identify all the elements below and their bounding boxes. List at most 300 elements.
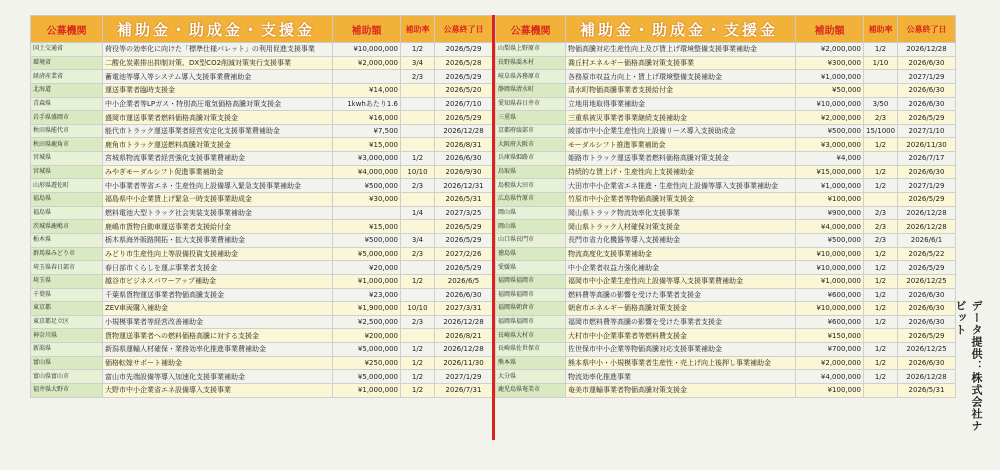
table-row <box>31 315 493 329</box>
program-cell: 綾部市中小企業生産性向上設備リース導入支援助成金 <box>566 124 796 138</box>
org-cell: 青森県 <box>31 97 103 111</box>
header-amount: 補助額 <box>333 16 401 43</box>
table-row <box>31 165 493 179</box>
deadline-cell: 2026/6/30 <box>898 302 956 316</box>
program-cell: 価格転嫁サポート補助金 <box>103 356 333 370</box>
rate-cell: 2/3 <box>864 220 898 234</box>
deadline-cell: 2026/12/31 <box>435 179 493 193</box>
rate-cell: 1/2 <box>864 274 898 288</box>
rate-cell <box>401 288 435 302</box>
org-cell: 神奈川県 <box>31 329 103 343</box>
table-row <box>496 165 956 179</box>
program-cell: 岡山県トラック物流効率化支援事業 <box>566 206 796 220</box>
deadline-cell: 2026/6/30 <box>898 315 956 329</box>
org-cell: 環境省 <box>31 56 103 70</box>
program-cell: みどり市生産性向上等設備投資支援補助金 <box>103 247 333 261</box>
rate-cell <box>864 193 898 207</box>
amount-cell: ¥5,000,000 <box>333 370 401 384</box>
rate-cell: 1/2 <box>864 165 898 179</box>
org-cell: 宮城県 <box>31 165 103 179</box>
table-row <box>496 56 956 70</box>
rate-cell: 1/2 <box>864 288 898 302</box>
amount-cell: ¥1,000,000 <box>796 70 864 84</box>
deadline-cell: 2026/6/30 <box>898 288 956 302</box>
amount-cell: 1kwhあたり1.6 <box>333 97 401 111</box>
amount-cell: ¥1,000,000 <box>796 179 864 193</box>
rate-cell <box>864 384 898 398</box>
deadline-cell: 2026/5/29 <box>435 43 493 57</box>
org-cell: 宮城県 <box>31 152 103 166</box>
program-cell: 持続的な賃上げ・生産性向上支援補助金 <box>566 165 796 179</box>
amount-cell: ¥300,000 <box>796 56 864 70</box>
deadline-cell: 2026/11/30 <box>435 356 493 370</box>
amount-cell: ¥5,000,000 <box>333 247 401 261</box>
amount-cell: ¥2,000,000 <box>796 111 864 125</box>
rate-cell: 1/2 <box>864 302 898 316</box>
program-cell: 蓄電池等導入等システム導入支援事業費補助金 <box>103 70 333 84</box>
amount-cell: ¥500,000 <box>333 233 401 247</box>
rate-cell <box>401 97 435 111</box>
deadline-cell: 2026/5/31 <box>898 384 956 398</box>
program-cell: 千葉県貨物運送事業者物価高騰支援金 <box>103 288 333 302</box>
rate-cell: 3/4 <box>401 233 435 247</box>
amount-cell: ¥2,000,000 <box>333 56 401 70</box>
amount-cell: ¥4,000,000 <box>796 220 864 234</box>
org-cell: 秋田県鹿角市 <box>31 138 103 152</box>
rate-cell <box>864 152 898 166</box>
table-row <box>496 97 956 111</box>
deadline-cell: 2026/12/28 <box>898 370 956 384</box>
org-cell: 静岡県清水町 <box>496 83 566 97</box>
deadline-cell: 2026/7/31 <box>435 384 493 398</box>
rate-cell: 1/2 <box>401 343 435 357</box>
rate-cell: 2/3 <box>401 179 435 193</box>
org-cell: 栃木県 <box>31 233 103 247</box>
deadline-cell: 2026/6/30 <box>435 288 493 302</box>
program-cell: 宮城県物流事業者経営強化支援事業費補助金 <box>103 152 333 166</box>
org-cell: 岡山県 <box>496 220 566 234</box>
table-row <box>496 356 956 370</box>
amount-cell: ¥16,000 <box>333 111 401 125</box>
amount-cell: ¥7,500 <box>333 124 401 138</box>
amount-cell: ¥1,000,000 <box>333 384 401 398</box>
rate-cell: 1/2 <box>864 356 898 370</box>
amount-cell <box>333 70 401 84</box>
table-row <box>496 274 956 288</box>
org-cell: 熊本県 <box>496 356 566 370</box>
amount-cell: ¥50,000 <box>796 83 864 97</box>
amount-cell: ¥3,000,000 <box>333 152 401 166</box>
program-cell: 燃料電池大型トラック社会実装支援事業補助金 <box>103 206 333 220</box>
amount-cell: ¥4,000,000 <box>796 370 864 384</box>
org-cell: 東京都 <box>31 302 103 316</box>
table-row <box>31 206 493 220</box>
amount-cell: ¥4,000,000 <box>333 165 401 179</box>
table-row <box>496 343 956 357</box>
org-cell: 埼玉県春日部市 <box>31 261 103 275</box>
org-cell: 鳥取県 <box>496 165 566 179</box>
table-row <box>31 111 493 125</box>
rate-cell <box>401 193 435 207</box>
table-row <box>496 43 956 57</box>
rate-cell: 2/3 <box>401 70 435 84</box>
rate-cell: 1/2 <box>401 43 435 57</box>
rate-cell: 1/2 <box>401 152 435 166</box>
rate-cell: 1/2 <box>401 384 435 398</box>
deadline-cell: 2026/6/30 <box>898 97 956 111</box>
program-cell: 鹿嶋市貨物自動車運送事業者支援給付金 <box>103 220 333 234</box>
deadline-cell: 2026/5/29 <box>435 70 493 84</box>
org-cell: 国土交通省 <box>31 43 103 57</box>
header-amount: 補助額 <box>796 16 864 43</box>
deadline-cell: 2026/12/28 <box>898 220 956 234</box>
org-cell: 福島県 <box>31 193 103 207</box>
table-row <box>31 193 493 207</box>
deadline-cell: 2027/1/29 <box>898 179 956 193</box>
header-org: 公募機関 <box>31 16 103 43</box>
program-cell: 物流効率化推進事業 <box>566 370 796 384</box>
amount-cell: ¥15,000 <box>333 220 401 234</box>
table-row <box>496 220 956 234</box>
deadline-cell: 2027/1/10 <box>898 124 956 138</box>
org-cell: 東京都足立区 <box>31 315 103 329</box>
rate-cell: 2/3 <box>864 233 898 247</box>
program-cell: 中小企業者等LPガス・特別高圧電気価格高騰対策支援金 <box>103 97 333 111</box>
amount-cell: ¥10,000,000 <box>796 261 864 275</box>
rate-cell <box>864 329 898 343</box>
program-cell: 中小事業者等省エネ・生産性向上設備導入緊急支援事業補助金 <box>103 179 333 193</box>
org-cell: 兵庫県姫路市 <box>496 152 566 166</box>
org-cell: 広島県竹原市 <box>496 193 566 207</box>
table-row <box>31 179 493 193</box>
program-cell: 福岡市中小企業生産性向上設備等導入支援事業費補助金 <box>566 274 796 288</box>
rate-cell: 1/2 <box>864 315 898 329</box>
rate-cell: 2/3 <box>401 315 435 329</box>
amount-cell: ¥700,000 <box>796 343 864 357</box>
table-row <box>31 274 493 288</box>
subsidy-table-left <box>30 15 493 398</box>
table-row <box>496 111 956 125</box>
org-cell: 福岡県福岡市 <box>496 274 566 288</box>
table-row <box>496 83 956 97</box>
program-cell: 大野市中小企業省エネ設備導入支援事業 <box>103 384 333 398</box>
table-row <box>31 152 493 166</box>
amount-cell: ¥100,000 <box>796 193 864 207</box>
rate-cell: 1/2 <box>401 370 435 384</box>
rate-cell: 2/3 <box>864 111 898 125</box>
program-cell: 佐世保市中小企業等物価高騰対応支援事業補助金 <box>566 343 796 357</box>
table-row <box>496 138 956 152</box>
header-deadline: 公募終了日 <box>898 16 956 43</box>
deadline-cell: 2026/5/29 <box>898 193 956 207</box>
org-cell: 山口県長門市 <box>496 233 566 247</box>
table-row <box>31 233 493 247</box>
table-row <box>496 247 956 261</box>
table-row <box>496 370 956 384</box>
table-row <box>31 83 493 97</box>
deadline-cell: 2026/12/28 <box>435 343 493 357</box>
deadline-cell: 2027/2/26 <box>435 247 493 261</box>
deadline-cell: 2026/11/30 <box>898 138 956 152</box>
table-row <box>31 247 493 261</box>
rate-cell: 10/10 <box>401 302 435 316</box>
table-row <box>496 233 956 247</box>
amount-cell <box>333 206 401 220</box>
table-row <box>496 384 956 398</box>
subsidy-listing <box>30 15 955 440</box>
program-cell: 燃料費等高騰の影響を受けた事業者支援金 <box>566 288 796 302</box>
table-row <box>31 138 493 152</box>
org-cell: 福井県大野市 <box>31 384 103 398</box>
deadline-cell: 2026/6/5 <box>435 274 493 288</box>
table-row <box>496 315 956 329</box>
org-cell: 福島県 <box>31 206 103 220</box>
table-row <box>31 343 493 357</box>
subsidy-table-right <box>495 15 956 398</box>
deadline-cell: 2026/6/1 <box>898 233 956 247</box>
program-cell: 盛岡市運送事業者燃料価格高騰対策支援金 <box>103 111 333 125</box>
program-cell: 岡山県トラック人材確保対策支援金 <box>566 220 796 234</box>
org-cell: 茨城県鹿嶋市 <box>31 220 103 234</box>
org-cell: 大分県 <box>496 370 566 384</box>
table-row <box>496 288 956 302</box>
amount-cell: ¥2,000,000 <box>796 43 864 57</box>
rate-cell: 1/2 <box>864 247 898 261</box>
amount-cell: ¥1,000,000 <box>796 274 864 288</box>
rate-cell: 1/2 <box>864 261 898 275</box>
org-cell: 富山県富山市 <box>31 370 103 384</box>
org-cell: 長野県喬木村 <box>496 56 566 70</box>
table-row <box>31 124 493 138</box>
amount-cell: ¥500,000 <box>796 233 864 247</box>
deadline-cell: 2026/12/28 <box>898 206 956 220</box>
amount-cell: ¥23,000 <box>333 288 401 302</box>
program-cell: 熊本県中小・小規模事業者生産性・売上げ向上後押し事業補助金 <box>566 356 796 370</box>
deadline-cell: 2027/3/25 <box>435 206 493 220</box>
program-cell: 福岡市燃料費等高騰の影響を受けた事業者支援金 <box>566 315 796 329</box>
program-cell: 能代市トラック運送事業者経営安定化支援事業費補助金 <box>103 124 333 138</box>
table-row <box>31 384 493 398</box>
amount-cell: ¥20,000 <box>333 261 401 275</box>
program-cell: ZEV車両購入補助金 <box>103 302 333 316</box>
amount-cell: ¥4,000 <box>796 152 864 166</box>
deadline-cell: 2027/1/29 <box>898 70 956 84</box>
table-row <box>31 220 493 234</box>
org-cell: 三重県 <box>496 111 566 125</box>
program-cell: 奄美市運輸事業者物価高騰対策支援金 <box>566 384 796 398</box>
program-cell: 各務原市収益力向上・賃上げ環境整備支援補助金 <box>566 70 796 84</box>
table-row <box>496 152 956 166</box>
deadline-cell: 2026/6/30 <box>898 165 956 179</box>
amount-cell: ¥200,000 <box>333 329 401 343</box>
org-cell: 山梨県上野原市 <box>496 43 566 57</box>
org-cell: 山形県遊佐町 <box>31 179 103 193</box>
program-cell: 鹿角市トラック運送燃料高騰対策支援金 <box>103 138 333 152</box>
deadline-cell: 2026/5/29 <box>898 111 956 125</box>
program-cell: 清水町物価高騰事業者支援給付金 <box>566 83 796 97</box>
amount-cell: ¥10,000,000 <box>333 43 401 57</box>
program-cell: 喬丘村エネルギー価格高騰対策支援事業 <box>566 56 796 70</box>
rate-cell: 1/2 <box>864 370 898 384</box>
org-cell: 福岡県福岡市 <box>496 288 566 302</box>
table-row <box>496 70 956 84</box>
rate-cell: 1/2 <box>401 356 435 370</box>
program-cell: 中小企業者収益力強化補助金 <box>566 261 796 275</box>
program-cell: 朝倉市エネルギー価格高騰対策支援金 <box>566 302 796 316</box>
program-cell: 大村市中小企業事業者等燃料費支援金 <box>566 329 796 343</box>
amount-cell: ¥10,000,000 <box>796 247 864 261</box>
program-cell: みやぎモーダルシフト促進事業補助金 <box>103 165 333 179</box>
program-cell: 越谷市ビジネスパワーアップ補助金 <box>103 274 333 288</box>
rate-cell <box>864 70 898 84</box>
header-row <box>496 16 956 43</box>
table-row <box>31 43 493 57</box>
program-cell: 大田市中小企業省エネ推進・生産性向上設備等導入支援事業補助金 <box>566 179 796 193</box>
program-cell: 物流高度化支援事業補助金 <box>566 247 796 261</box>
rate-cell: 3/50 <box>864 97 898 111</box>
deadline-cell: 2026/8/21 <box>435 329 493 343</box>
amount-cell: ¥10,000,000 <box>796 97 864 111</box>
amount-cell: ¥3,000,000 <box>796 138 864 152</box>
table-row <box>31 56 493 70</box>
amount-cell: ¥250,000 <box>333 356 401 370</box>
program-cell: 立地用地取得事業補助金 <box>566 97 796 111</box>
rate-cell: 3/4 <box>401 56 435 70</box>
table-row <box>31 70 493 84</box>
rate-cell: 1/10 <box>864 56 898 70</box>
program-cell: モーダルシフト推進事業補助金 <box>566 138 796 152</box>
deadline-cell: 2026/12/28 <box>435 124 493 138</box>
amount-cell: ¥15,000 <box>333 138 401 152</box>
org-cell: 徳島県 <box>496 247 566 261</box>
deadline-cell: 2026/5/29 <box>435 111 493 125</box>
rate-cell <box>864 83 898 97</box>
deadline-cell: 2026/6/30 <box>898 83 956 97</box>
rate-cell <box>401 329 435 343</box>
rate-cell: 1/2 <box>401 274 435 288</box>
header-org: 公募機関 <box>496 16 566 43</box>
program-cell: 小規模事業者等経営改善補助金 <box>103 315 333 329</box>
org-cell: 福岡県福岡市 <box>496 315 566 329</box>
deadline-cell: 2026/5/28 <box>435 56 493 70</box>
deadline-cell: 2026/7/10 <box>435 97 493 111</box>
program-cell: 三重県被災事業者事業継続支援補助金 <box>566 111 796 125</box>
org-cell: 千葉県 <box>31 288 103 302</box>
header-deadline: 公募終了日 <box>435 16 493 43</box>
program-cell: 姫路市トラック運送事業者燃料価格高騰対策支援金 <box>566 152 796 166</box>
deadline-cell: 2027/3/31 <box>435 302 493 316</box>
rate-cell <box>401 261 435 275</box>
amount-cell: ¥1,900,000 <box>333 302 401 316</box>
program-cell: 福島県中小企業賃上げ緊急一時支援事業助成金 <box>103 193 333 207</box>
program-cell: 荷役等の効率化に向けた「標準仕様パレット」の利用促進支援事業 <box>103 43 333 57</box>
deadline-cell: 2026/12/28 <box>898 43 956 57</box>
rate-cell: 1/2 <box>864 343 898 357</box>
header-rate: 補助率 <box>401 16 435 43</box>
table-row <box>496 179 956 193</box>
header-rate: 補助率 <box>864 16 898 43</box>
org-cell: 群馬県みどり市 <box>31 247 103 261</box>
deadline-cell: 2026/12/25 <box>898 343 956 357</box>
org-cell: 岩手県盛岡市 <box>31 111 103 125</box>
table-row <box>496 124 956 138</box>
org-cell: 島根県大田市 <box>496 179 566 193</box>
amount-cell: ¥150,000 <box>796 329 864 343</box>
table-row <box>496 329 956 343</box>
program-cell: 栃木県海外販路開拓・拡大支援事業費補助金 <box>103 233 333 247</box>
rate-cell <box>401 83 435 97</box>
org-cell: 経済産業省 <box>31 70 103 84</box>
deadline-cell: 2026/5/31 <box>435 193 493 207</box>
org-cell: 埼玉県 <box>31 274 103 288</box>
table-row <box>496 193 956 207</box>
rate-cell: 2/3 <box>864 206 898 220</box>
org-cell: 大阪府大阪市 <box>496 138 566 152</box>
table-row <box>496 261 956 275</box>
rate-cell: 1/2 <box>864 179 898 193</box>
rate-cell: 1/2 <box>864 138 898 152</box>
deadline-cell: 2026/5/29 <box>435 233 493 247</box>
amount-cell: ¥5,000,000 <box>333 343 401 357</box>
header-row <box>31 16 493 43</box>
org-cell: 鹿児島県奄美市 <box>496 384 566 398</box>
amount-cell: ¥600,000 <box>796 288 864 302</box>
deadline-cell: 2026/5/22 <box>898 247 956 261</box>
deadline-cell: 2026/5/29 <box>898 329 956 343</box>
program-cell: 貨物運送事業者への燃料価格高騰に対する支援金 <box>103 329 333 343</box>
rate-cell: 2/3 <box>401 247 435 261</box>
table-row <box>31 261 493 275</box>
amount-cell: ¥100,000 <box>796 384 864 398</box>
deadline-cell: 2026/7/17 <box>898 152 956 166</box>
rate-cell <box>401 220 435 234</box>
rate-cell: 10/10 <box>401 165 435 179</box>
deadline-cell: 2026/12/25 <box>898 274 956 288</box>
rate-cell <box>401 138 435 152</box>
deadline-cell: 2026/5/29 <box>435 261 493 275</box>
amount-cell: ¥2,500,000 <box>333 315 401 329</box>
amount-cell: ¥500,000 <box>333 179 401 193</box>
table-row <box>496 302 956 316</box>
deadline-cell: 2026/5/20 <box>435 83 493 97</box>
table-row <box>496 206 956 220</box>
amount-cell: ¥2,000,000 <box>796 356 864 370</box>
amount-cell: ¥600,000 <box>796 315 864 329</box>
program-cell: 長門市省力化機器等導入支援補助金 <box>566 233 796 247</box>
org-cell: 京都府綾部市 <box>496 124 566 138</box>
amount-cell: ¥30,000 <box>333 193 401 207</box>
program-cell: 新潟県運輸人材確保・業務効率化推進事業費補助金 <box>103 343 333 357</box>
program-cell: 物価高騰対応生産性向上及び賃上げ環境整備支援事業補助金 <box>566 43 796 57</box>
deadline-cell: 2027/1/29 <box>435 370 493 384</box>
table-row <box>31 302 493 316</box>
rate-cell <box>401 124 435 138</box>
org-cell: 福岡県朝倉市 <box>496 302 566 316</box>
deadline-cell: 2026/6/30 <box>898 56 956 70</box>
amount-cell: ¥1,000,000 <box>333 274 401 288</box>
deadline-cell: 2026/9/30 <box>435 165 493 179</box>
amount-cell: ¥15,000,000 <box>796 165 864 179</box>
program-cell: 二酸化炭素排出抑制対策、DX型CO2削減対策実行支援事業 <box>103 56 333 70</box>
deadline-cell: 2026/6/30 <box>898 356 956 370</box>
org-cell: 岐阜県各務原市 <box>496 70 566 84</box>
deadline-cell: 2026/5/29 <box>435 220 493 234</box>
org-cell: 秋田県能代市 <box>31 124 103 138</box>
deadline-cell: 2026/6/30 <box>435 152 493 166</box>
deadline-cell: 2026/12/28 <box>435 315 493 329</box>
rate-cell: 15/1000 <box>864 124 898 138</box>
org-cell: 新潟県 <box>31 343 103 357</box>
